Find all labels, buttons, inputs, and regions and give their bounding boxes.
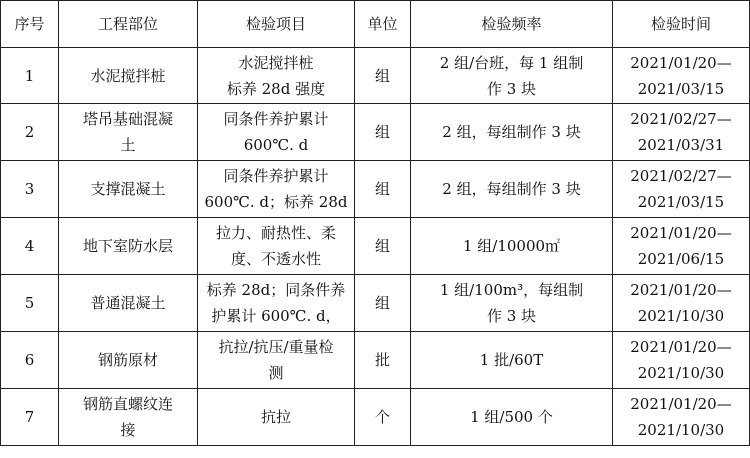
cell-item: 抗拉 [198,389,355,446]
cell-time [613,48,750,104]
cell-part: 钢筋原材 [59,332,198,389]
cell-time [613,104,750,161]
table-row [1,161,750,218]
cell-time [613,332,750,389]
cell-item-line: 同条件养护累计 [223,167,329,185]
header-part: 工程部位 [59,1,198,48]
header-row [1,1,750,48]
cell-item-line: 测 [268,364,284,382]
cell-no: 1 [1,48,59,104]
cell-unit: 批 [355,332,411,389]
table-row [1,275,750,332]
cell-time-end: 2021/10/30 [637,421,725,439]
cell-part-line: 土 [120,136,136,154]
cell-item [198,275,355,332]
cell-frequency-line: 作 3 块 [486,79,537,98]
cell-no: 3 [1,161,59,218]
table-row [1,389,750,446]
cell-item-line: 护累计 600℃. d， [211,307,341,325]
table-body [1,48,750,446]
cell-time-start: 2021/02/27— [630,110,732,128]
cell-item-line: 水泥搅拌桩 [238,53,314,72]
cell-frequency: 1 组/10000㎡ [411,218,613,275]
cell-time [613,389,750,446]
cell-time-start: 2021/01/20— [630,224,732,242]
cell-frequency [411,275,613,332]
cell-item-line: 同条件养护累计 [223,110,329,128]
cell-item [198,48,355,104]
cell-frequency-line: 作 3 块 [486,307,537,325]
cell-time-end: 2021/03/31 [637,136,725,154]
cell-part: 普通混凝土 [59,275,198,332]
cell-time-start: 2021/02/27— [630,167,732,185]
cell-time-end: 2021/10/30 [637,307,725,325]
cell-item-line: 标养 28d；同条件养 [206,281,346,299]
cell-unit: 个 [355,389,411,446]
cell-frequency: 2 组，每组制作 3 块 [411,161,613,218]
cell-part-line: 钢筋直螺纹连 [82,395,173,413]
cell-time-start: 2021/01/20— [630,53,732,72]
cell-item [198,332,355,389]
cell-item-line: 标养 28d 强度 [226,79,326,98]
cell-frequency: 1 组/500 个 [411,389,613,446]
header-frequency: 检验频率 [411,1,613,48]
table-row [1,332,750,389]
cell-item [198,104,355,161]
cell-time-end: 2021/10/30 [637,364,725,382]
cell-no: 4 [1,218,59,275]
cell-part [59,104,198,161]
header-unit: 单位 [355,1,411,48]
cell-no: 6 [1,332,59,389]
header-time: 检验时间 [613,1,750,48]
cell-item [198,161,355,218]
cell-item-line: 600℃. d [243,136,309,154]
cell-frequency: 2 组，每组制作 3 块 [411,104,613,161]
cell-unit: 组 [355,161,411,218]
cell-time-end: 2021/03/15 [637,193,725,211]
cell-unit: 组 [355,275,411,332]
cell-no: 7 [1,389,59,446]
cell-time-end: 2021/03/15 [637,79,725,98]
header-item: 检验项目 [198,1,355,48]
cell-time [613,161,750,218]
cell-part-line: 塔吊基础混凝 [82,110,173,128]
cell-frequency-line: 2 组/台班，每 1 组制 [439,53,584,72]
cell-part-line: 接 [120,421,136,439]
cell-frequency: 1 批/60T [411,332,613,389]
cell-item-line: 抗拉/抗压/重量检 [218,338,334,356]
cell-time-start: 2021/01/20— [630,338,732,356]
cell-no: 5 [1,275,59,332]
cell-frequency-line: 1 组/100m³，每组制 [439,281,584,299]
cell-time-start: 2021/01/20— [630,281,732,299]
table-row [1,48,750,104]
cell-time [613,275,750,332]
cell-item [198,218,355,275]
cell-part: 支撑混凝土 [59,161,198,218]
table-header [1,1,750,48]
cell-time [613,218,750,275]
cell-part: 地下室防水层 [59,218,198,275]
cell-no: 2 [1,104,59,161]
cell-item-line: 600℃. d；标养 28d [204,193,348,211]
cell-time-start: 2021/01/20— [630,395,732,413]
cell-part [59,389,198,446]
cell-time-end: 2021/06/15 [637,250,725,268]
table-row [1,104,750,161]
cell-part: 水泥搅拌桩 [59,48,198,104]
cell-item-line: 度、不透水性 [230,250,321,268]
table-row [1,218,750,275]
cell-frequency [411,48,613,104]
cell-unit: 组 [355,218,411,275]
cell-unit: 组 [355,48,411,104]
cell-item-line: 拉力、耐热性、柔 [215,224,336,242]
cell-unit: 组 [355,104,411,161]
header-no: 序号 [1,1,59,48]
